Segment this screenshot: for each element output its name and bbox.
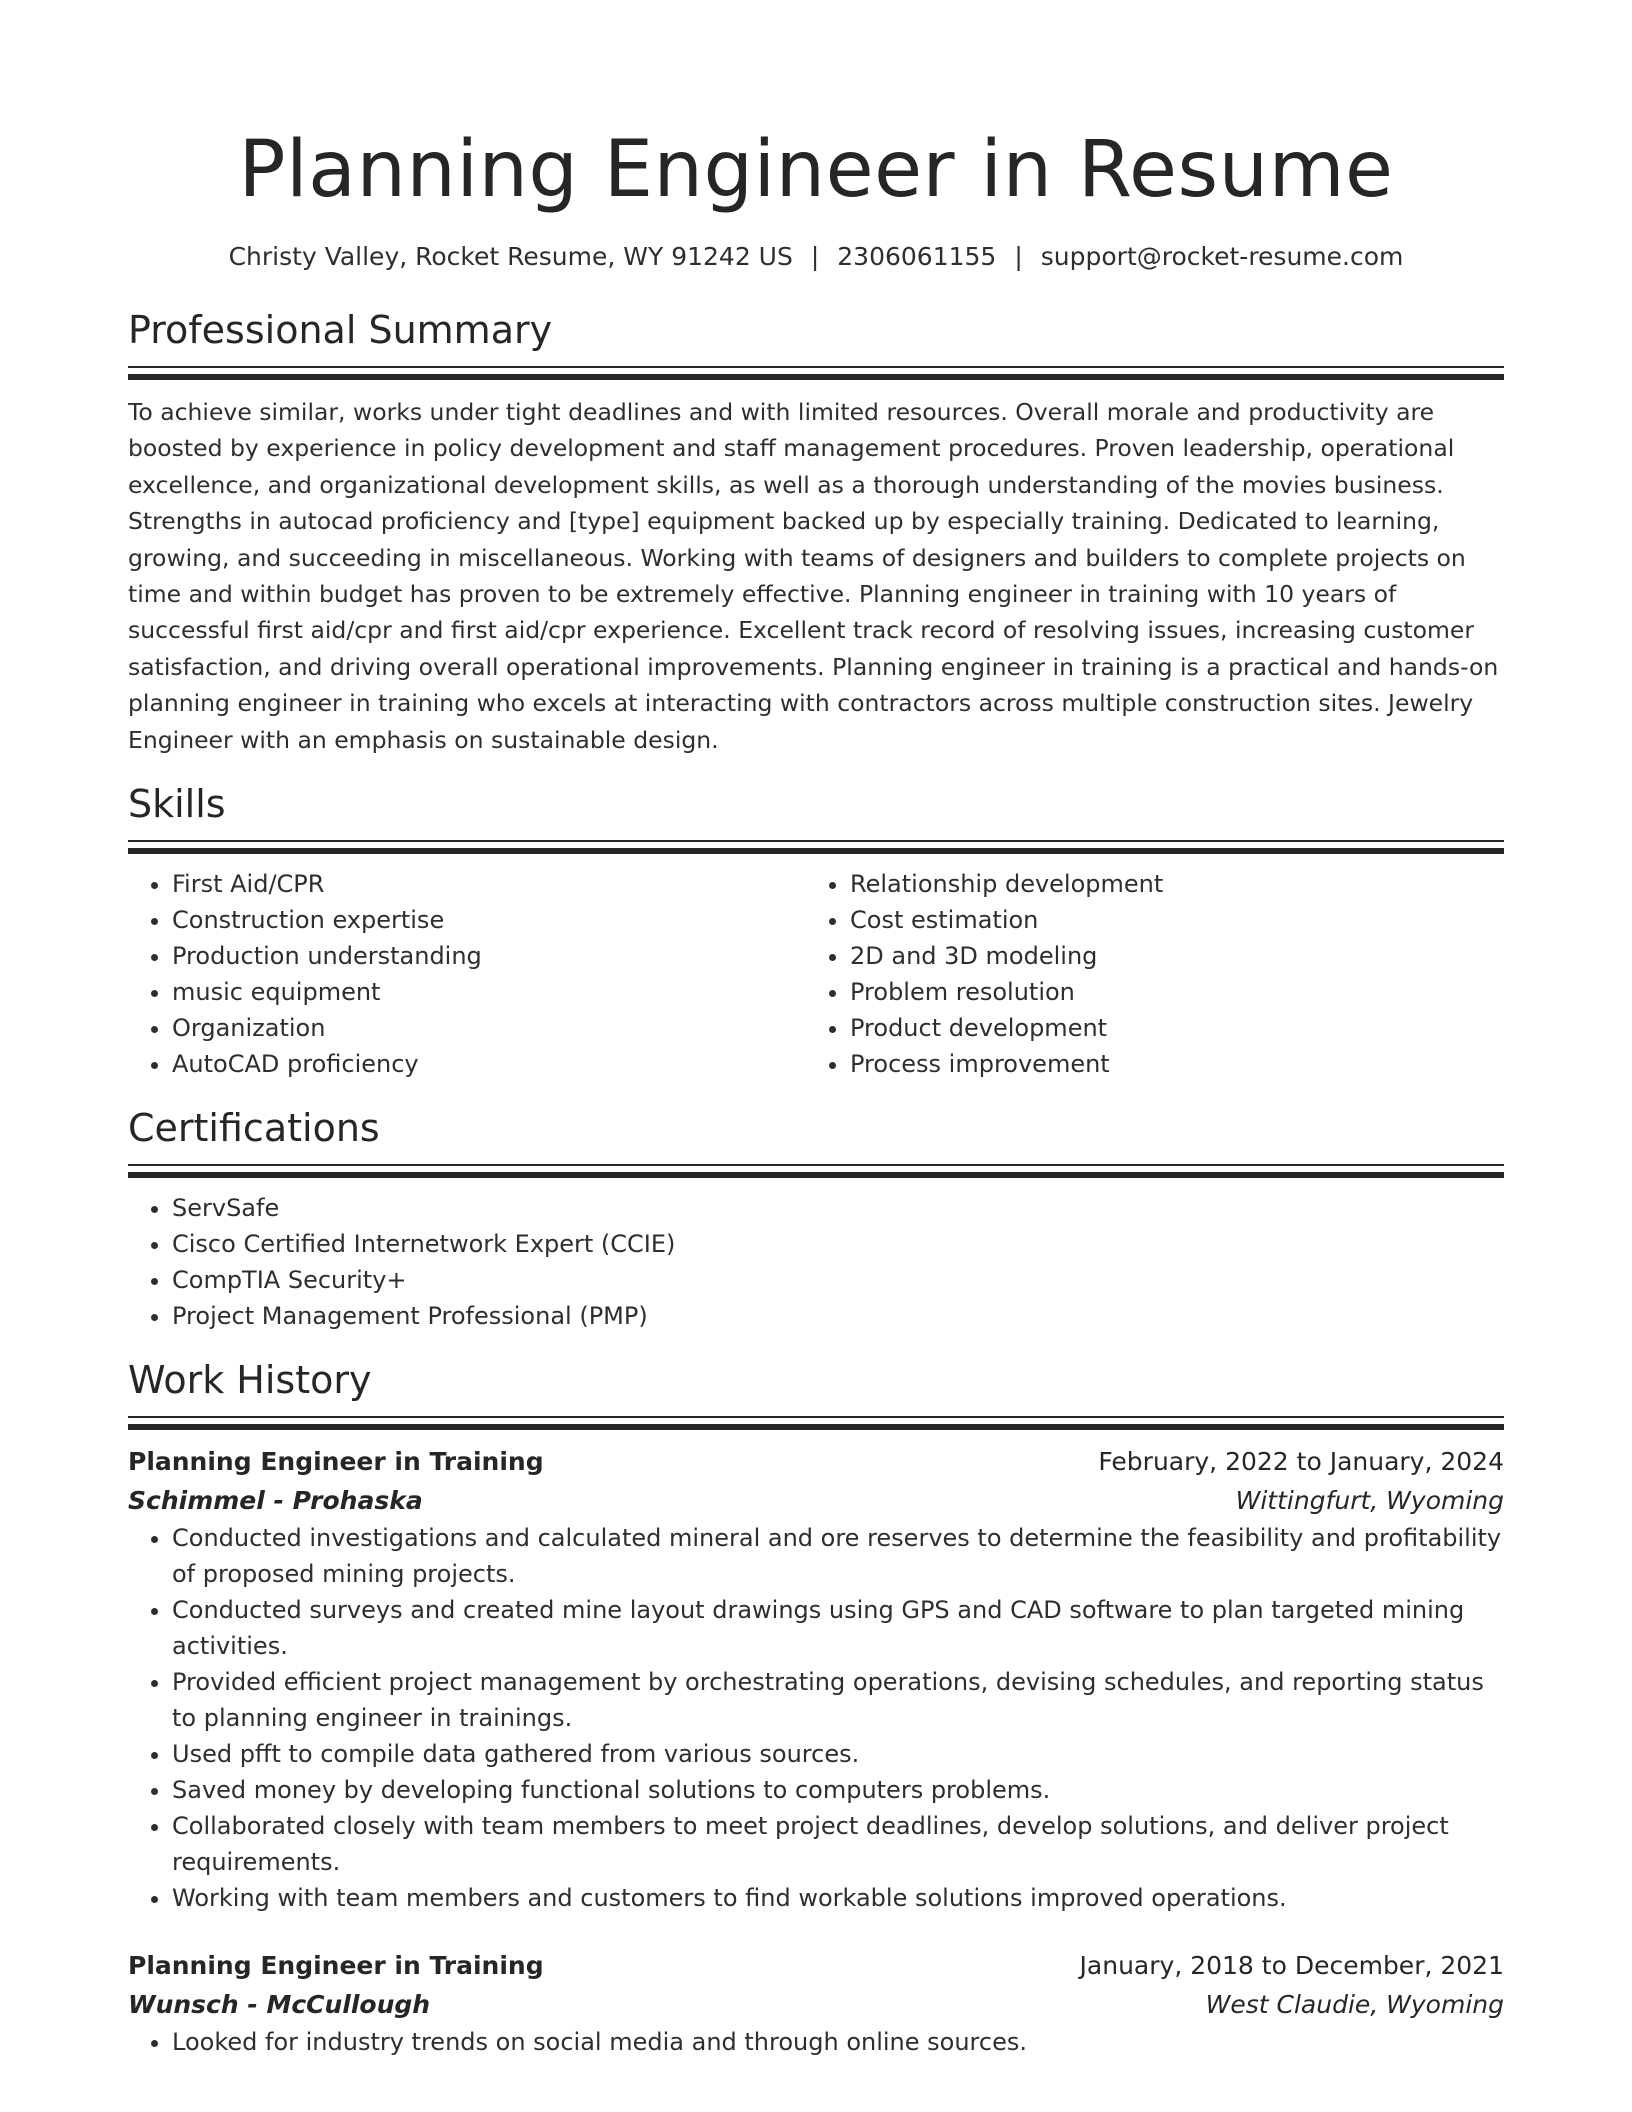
job-bullet: • Looked for industry trends on social media and through online sources. bbox=[172, 2024, 1504, 2060]
skills-column-right bbox=[806, 866, 1484, 1082]
skill-item: • Product development bbox=[850, 1010, 1484, 1046]
work-history-section bbox=[128, 1356, 1504, 2060]
job-title: Planning Engineer in Training bbox=[128, 1447, 544, 1477]
contact-line bbox=[128, 240, 1504, 274]
job-bullet: • Working with team members and customers to find workable solutions improved operations. bbox=[172, 1880, 1504, 1916]
summary-section bbox=[128, 306, 1504, 758]
job-bullet: • Used pfft to compile data gathered from various sources. bbox=[172, 1736, 1504, 1772]
skill-item: • AutoCAD proficiency bbox=[172, 1046, 806, 1082]
certification-item: • ServSafe bbox=[172, 1190, 1504, 1226]
section-divider bbox=[128, 840, 1504, 852]
job-subheader bbox=[128, 1986, 1504, 2024]
skills-grid bbox=[128, 866, 1504, 1082]
contact-address: Christy Valley, Rocket Resume, WY 91242 US bbox=[228, 242, 793, 271]
section-divider bbox=[128, 1164, 1504, 1176]
section-divider bbox=[128, 366, 1504, 378]
job-bullet: • Collaborated closely with team members to meet project deadlines, develop solutions, and deliver project requirements. bbox=[172, 1808, 1504, 1880]
job-subheader bbox=[128, 1482, 1504, 1520]
certification-item: • CompTIA Security+ bbox=[172, 1262, 1504, 1298]
resume-name: Planning Engineer in Resume bbox=[238, 125, 1394, 215]
section-title-work-history: Work History bbox=[128, 1358, 372, 1403]
skill-item: • Cost estimation bbox=[850, 902, 1484, 938]
skill-item: • 2D and 3D modeling bbox=[850, 938, 1484, 974]
job-bullet: • Provided efficient project management by orchestrating operations, devising schedules, and reporting status to planning engineer in trainings. bbox=[172, 1664, 1504, 1736]
skill-item: • Construction expertise bbox=[172, 902, 806, 938]
section-title-certifications: Certifications bbox=[128, 1106, 380, 1151]
job-bullet: • Conducted investigations and calculated mineral and ore reserves to determine the feasibility and profitability of proposed mining projects. bbox=[172, 1520, 1504, 1592]
certifications-section bbox=[128, 1104, 1504, 1334]
job-title: Planning Engineer in Training bbox=[128, 1951, 544, 1981]
certification-item: • Project Management Professional (PMP) bbox=[172, 1298, 1504, 1334]
skill-item: • Problem resolution bbox=[850, 974, 1484, 1010]
job-bullets bbox=[128, 1520, 1504, 1916]
job-header bbox=[128, 1946, 1504, 1986]
contact-phone: 2306061155 bbox=[837, 242, 997, 271]
skill-item: • Production understanding bbox=[172, 938, 806, 974]
skill-item: • First Aid/CPR bbox=[172, 866, 806, 902]
job-company: Schimmel - Prohaska bbox=[128, 1486, 423, 1516]
job-location: West Claudie, Wyoming bbox=[1205, 1990, 1504, 2020]
skills-column-left bbox=[128, 866, 806, 1082]
skills-section bbox=[128, 780, 1504, 1082]
skill-item: • Organization bbox=[172, 1010, 806, 1046]
certification-item: • Cisco Certified Internetwork Expert (CCIE) bbox=[172, 1226, 1504, 1262]
contact-separator: | bbox=[810, 242, 820, 271]
job-dates: February, 2022 to January, 2024 bbox=[1098, 1447, 1504, 1477]
section-title-summary: Professional Summary bbox=[128, 308, 553, 352]
job-bullets bbox=[128, 2024, 1504, 2060]
job-header bbox=[128, 1442, 1504, 1482]
job-company: Wunsch - McCullough bbox=[128, 1990, 431, 2020]
section-title-skills: Skills bbox=[128, 782, 226, 827]
job-bullet: • Conducted surveys and created mine layout drawings using GPS and CAD software to plan targeted mining activities. bbox=[172, 1592, 1504, 1664]
contact-email: support@rocket-resume.com bbox=[1040, 242, 1404, 271]
job-entry bbox=[128, 1946, 1504, 2060]
job-location: Wittingfurt, Wyoming bbox=[1235, 1486, 1504, 1516]
skill-item: • Process improvement bbox=[850, 1046, 1484, 1082]
summary-text: To achieve similar, works under tight deadlines and with limited resources. Overall morale and productivity are boosted by experience in policy development and staff management procedures. Proven leadership, operational excellence, and organizational development skills, as well as a thorough understanding of the movies business. Strengths in autocad proficiency and [type] equipment backed up by especially training. Dedicated to learning, growing, and succeeding in miscellaneous. Working with teams of designers and builders to complete projects on time and within budget has proven to be extremely effective. Planning engineer in training with 10 years of successful first aid/cpr and first aid/cpr experience. Excellent track record of resolving issues, increasing customer satisfaction, and driving overall operational improvements. Planning engineer in training is a practical and hands-on planning engineer in training who excels at interacting with contractors across multiple construction sites. Jewelry Engineer with an emphasis on sustainable design. bbox=[128, 398, 1499, 754]
job-bullet: • Saved money by developing functional solutions to computers problems. bbox=[172, 1772, 1504, 1808]
section-divider bbox=[128, 1416, 1504, 1428]
job-entry bbox=[128, 1442, 1504, 1916]
skill-item: • Relationship development bbox=[850, 866, 1484, 902]
contact-separator: | bbox=[1014, 242, 1023, 271]
skill-item: • music equipment bbox=[172, 974, 806, 1010]
job-dates: January, 2018 to December, 2021 bbox=[1079, 1951, 1504, 1981]
resume-page bbox=[128, 0, 1504, 2060]
